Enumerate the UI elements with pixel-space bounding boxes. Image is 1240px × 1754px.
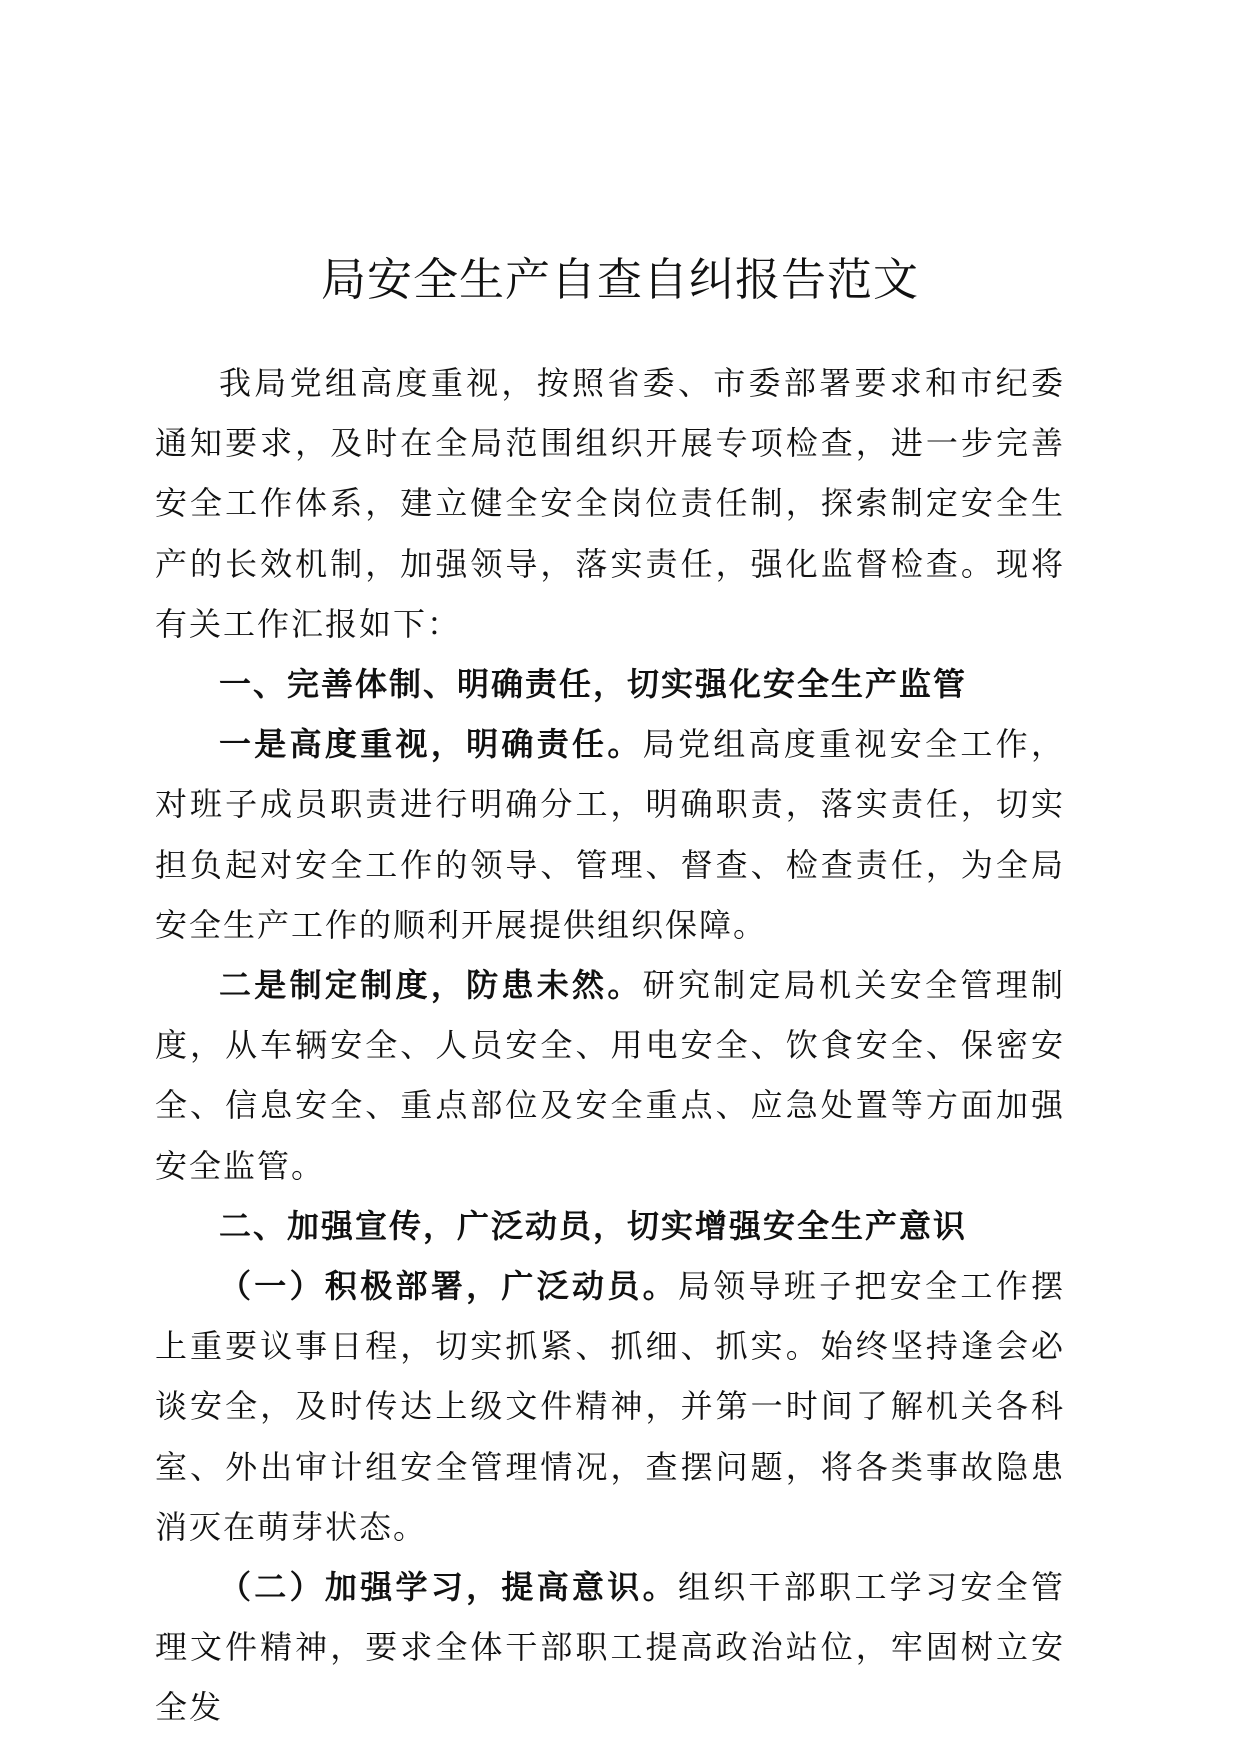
section-1-paragraph-1-text: 局党组高度重视安全工作，对班子成员职责进行明确分工，明确职责，落实责任，切实担负起对安全工作的领导、管理、督查、检查责任，为全局安全生产工作的顺利开展提供组织保障。 [155,725,1065,944]
section-1-paragraph-1 [155,714,1065,955]
section-1-heading: 一、完善体制、明确责任，切实强化安全生产监管 [219,665,968,704]
intro-paragraph: 我局党组高度重视，按照省委、市委部署要求和市纪委通知要求，及时在全局范围组织开展专项检查，进一步完善安全工作体系，建立健全安全岗位责任制，探索制定安全生产的长效机制，加强领导，落实责任，强化监督检查。现将有关工作汇报如下： [155,364,1065,643]
section-2-paragraph-2-text: 组织干部职工学习安全管理文件精神，要求全体干部职工提高政治站位，牢固树立安全发 [155,1568,1065,1727]
section-2-paragraph-2 [155,1557,1065,1738]
section-1-paragraph-2-text: 研究制定局机关安全管理制度，从车辆安全、人员安全、用电安全、饮食安全、保密安全、信息安全、重点部位及安全重点、应急处置等方面加强安全监管。 [155,966,1065,1185]
section-2-heading: 二、加强宣传，广泛动员，切实增强安全生产意识 [219,1206,968,1245]
section-2-paragraph-1 [155,1256,1065,1557]
section-1-paragraph-2-lead: 二是制定制度，防患未然。 [219,966,643,1005]
section-2-paragraph-1-lead: （一）积极部署，广泛动员。 [219,1267,678,1306]
section-1-paragraph-2 [155,955,1065,1196]
document-body [155,353,1065,1738]
section-2-paragraph-1-text: 局领导班子把安全工作摆上重要议事日程，切实抓紧、抓细、抓实。始终坚持逢会必谈安全，及时传达上级文件精神，并第一时间了解机关各科室、外出审计组安全管理情况，查摆问题，将各类事故隐患消灭在萌芽状态。 [155,1267,1065,1546]
section-1-paragraph-1-lead: 一是高度重视，明确责任。 [219,725,643,764]
document-title: 局安全生产自查自纠报告范文 [320,253,919,306]
section-2-paragraph-2-lead: （二）加强学习，提高意识。 [219,1568,678,1607]
